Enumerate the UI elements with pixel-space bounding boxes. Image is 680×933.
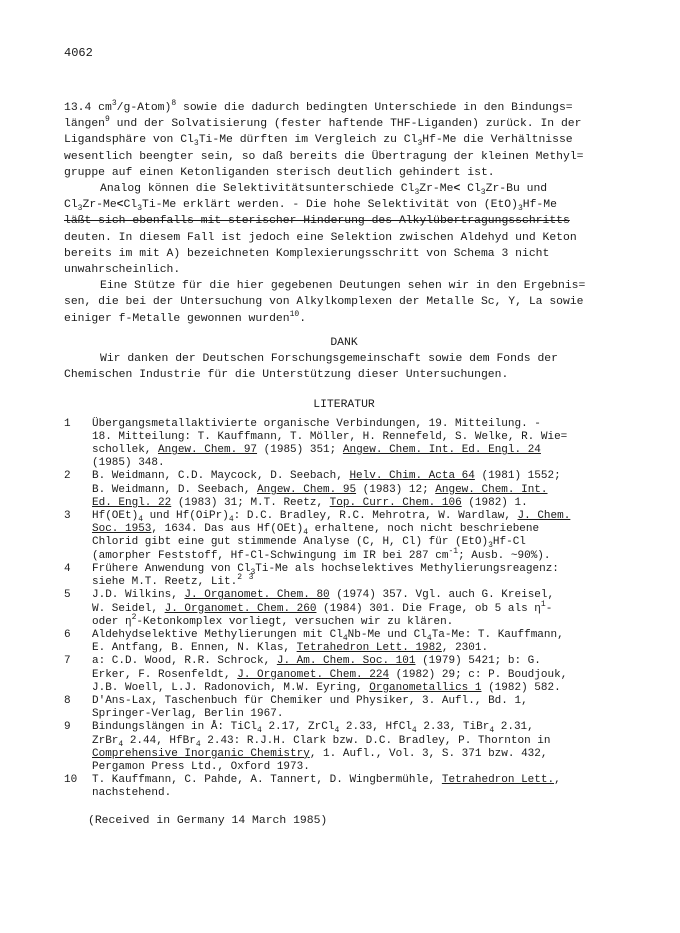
reference-item: 6 Aldehydselektive Methylierungen mit $Cl_4Nb-Me$ und $Cl_4Ta-Me$: T. Kauffmann, E. Antfang, B. Ennen, N. Klas, Tetrahedron Lett. 1982, 2301. xyxy=(64,628,564,655)
reference-list xyxy=(64,418,624,801)
reference-item: 7 a: C.D. Wood, R.R. Schrock, J. Am. Chem. Soc. 101 (1979) 5421; b: G. Erker, F. Rosenfeldt, J. Organomet. Chem. 224 (1982) 29; c: P. Boudjouk, J.B. Woell, L.J. Radonovich, M.W. Eyring, Organometallics 1 (1982) 582. xyxy=(64,655,568,694)
dank-text: Wir danken der Deutschen Forschungsgemeinschaft sowie dem Fonds der Chemischen Industrie für die Unterstützung dieser Untersuchungen. xyxy=(64,353,558,382)
paragraph-1: 13.4 $cm^3/g-Atom)^8$ sowie die dadurch bedingten Unterschiede in den Bindungs= längen$^9$ und der Solvatisierung (fester haftende THF-Liganden) zurück. In der Ligandsphäre von $Cl_3Ti-Me$ dürften im Vergleich zu $Cl_3Hf-Me$ die Verhältnisse wesentlich beengter sein, so daß bereits die Übertragung der kleinen Methyl= gruppe auf einen Ketonliganden sterisch deutlich gehindert ist. xyxy=(64,99,584,179)
reference-item: 10 T. Kauffmann, C. Pahde, A. Tannert, D. Wingbermühle, Tetrahedron Lett., nachstehend. xyxy=(64,774,561,800)
struck-line: läßt sich ebenfalls mit sterischer Hinderung des Alkylübertragungsschritts xyxy=(64,215,570,228)
reference-item: 3 $Hf(OEt)_4$ und $Hf(OiPr)_4$: D.C. Bradley, R.C. Mehrotra, W. Wardlaw, J. Chem. Soc. 1953, 1634. Das aus $Hf(OEt)_4$ erhaltene, noch nicht beschriebene Chlorid gibt eine gut stimmende Analyse (C, H, Cl) für $(EtO)_3Hf-Cl$ (amorpher Feststoff, Hf-Cl-Schwingung im IR bei 287 $cm^{-1}$; Ausb. ~90%). xyxy=(64,510,571,562)
reference-item: 2 B. Weidmann, C.D. Maycock, D. Seebach, Helv. Chim. Acta 64 (1981) 1552; B. Weidmann, D. Seebach, Angew. Chem. 95 (1983) 12; Angew. Chem. Int. Ed. Engl. 22 (1983) 31; M.T. Reetz, Top. Curr. Chem. 106 (1982) 1. xyxy=(64,470,561,509)
reference-item: 1 Übergangsmetallaktivierte organische Verbindungen, 19. Mitteilung. - 18. Mitteilung: T. Kauffmann, T. Möller, H. Rennefeld, S. Welke, R. Wie= schollek, Angew. Chem. 97 (1985) 351; Angew. Chem. Int. Ed. Engl. 24 (1985) 348. xyxy=(64,417,568,470)
reference-item: 5 J.D. Wilkins, J. Organomet. Chem. 80 (1974) 357. Vgl. auch G. Kreisel, W. Seidel, J. Organomet. Chem. 260 (1984) 301. Die Frage, ob 5 als $\eta^1-$ oder $\eta^2$-Ketonkomplex vorliegt, versuchen wir zu klären. xyxy=(64,589,555,628)
article-body xyxy=(64,100,624,829)
received-date: (Received in Germany 14 March 1985) xyxy=(88,814,328,827)
dank-heading: DANK xyxy=(330,336,358,349)
literatur-heading: LITERATUR xyxy=(313,399,375,412)
reference-item: 8 D'Ans-Lax, Taschenbuch für Chemiker und Physiker, 3. Aufl., Bd. 1, Springer-Verlag, Berlin 1967. xyxy=(64,694,528,721)
page-number: 4062 xyxy=(64,46,93,60)
paragraph-3: Eine Stütze für die hier gegebenen Deutungen sehen wir in den Ergebnis= sen, die bei der Untersuchung von Alkylkomplexen der Metalle Sc, Y, La sowie einiger f-Metalle gewonnen wurden$^{10}$. xyxy=(64,280,586,325)
reference-item: 4 Frühere Anwendung von $Cl_3Ti-Me$ als hochselektives Methylierungsreagenz: siehe M.T. Reetz, Lit.$^2$ $^3$ xyxy=(64,562,559,589)
reference-item: 9 Bindungslängen in Å: TiCl$_4$ 2.17, ZrCl$_4$ 2.33, HfCl$_4$ 2.33, TiBr$_4$ 2.31, ZrBr$_4$ 2.44, HfBr$_4$ 2.43: R.J.H. Clark bzw. D.C. Bradley, P. Thornton in Comprehensive Inorganic Chemistry, 1. Aufl., Vol. 3, S. 371 bzw. 432, Pergamon Press Ltd., Oxford 1973. xyxy=(64,721,551,773)
paragraph-2: Analog können die Selektivitätsunterschiede $Cl_3Zr-Me< Cl_3Zr-Bu$ und $Cl_3Zr-Me<Cl_3Ti-Me$ erklärt werden. - Die hohe Selektivität von $(EtO)_3Hf-Me$ läßt sich ebenfalls mit sterischer Hinderung des Alkylübertragungsschritts deuten. In diesem Fall ist jedoch eine Selektion zwischen Aldehyd und Keton bereits im mit A) bezeichneten Komplexierungsschritt von Schema 3 nicht unwahrscheinlich. xyxy=(64,183,577,277)
